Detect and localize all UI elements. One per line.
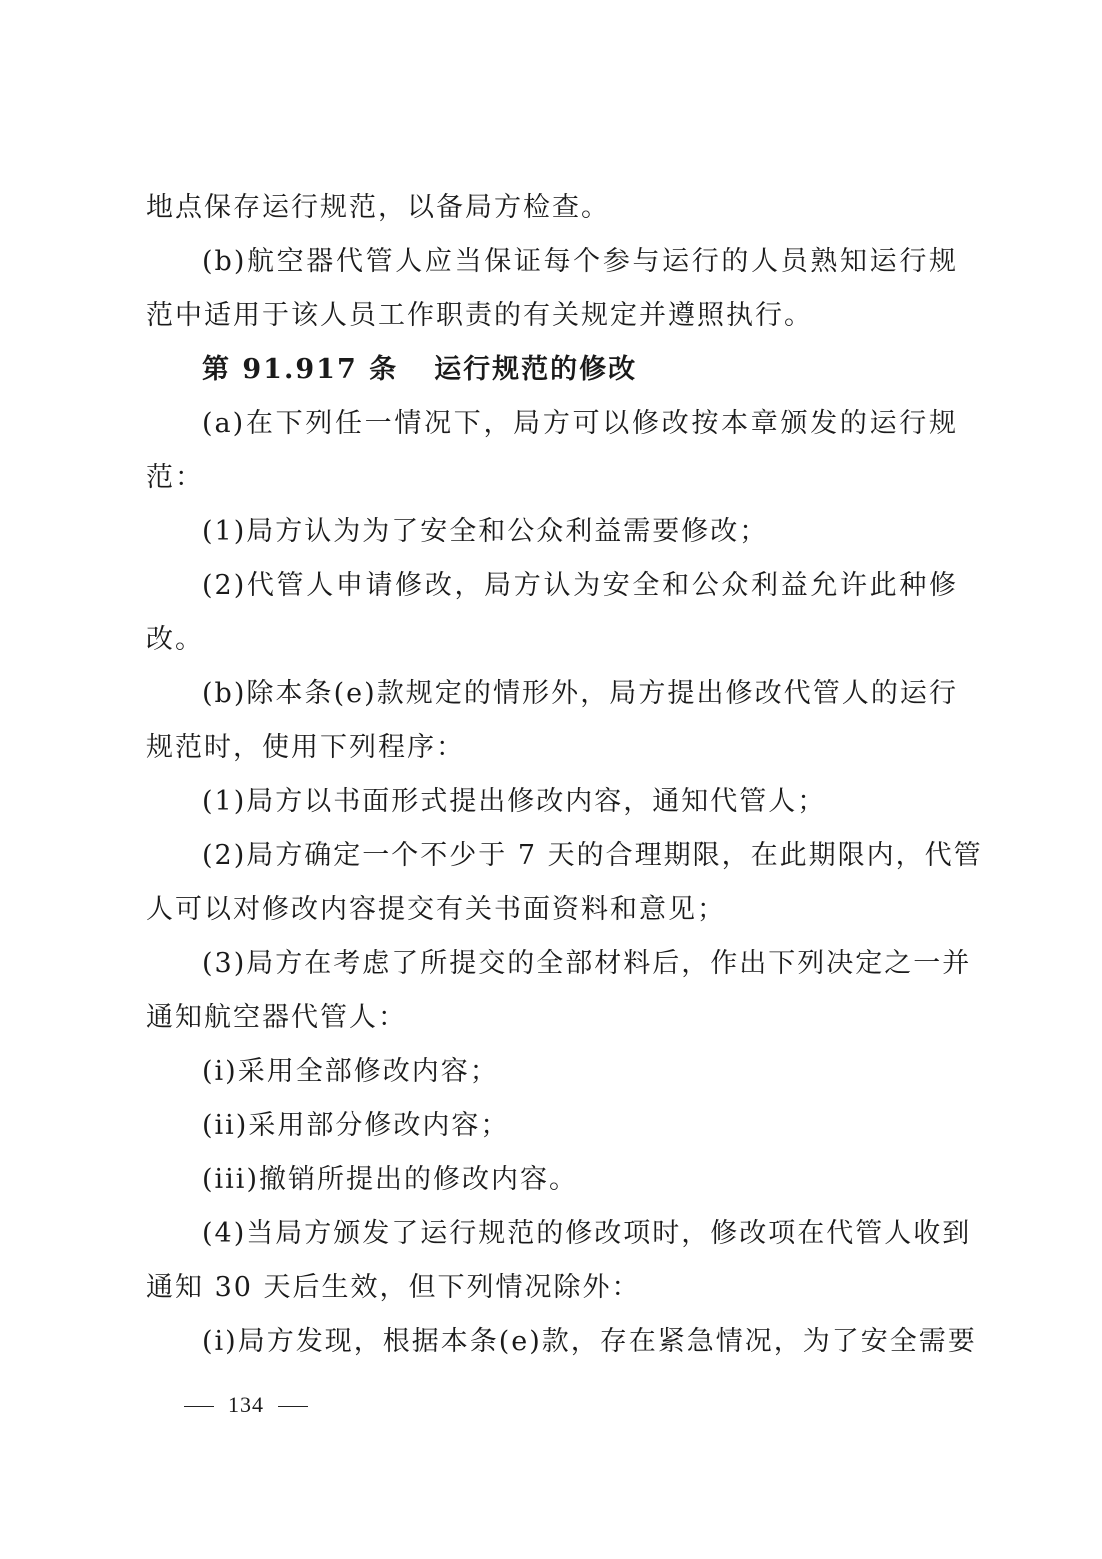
paragraph-line: 通知航空器代管人： bbox=[146, 1002, 407, 1033]
paragraph-line: (ii)采用部分修改内容； bbox=[202, 1110, 510, 1141]
page-number: 134 bbox=[228, 1392, 264, 1417]
paragraph-line: (1)局方以书面形式提出修改内容，通知代管人； bbox=[202, 786, 827, 817]
page-footer bbox=[170, 1385, 322, 1425]
paragraph-line: (2)代管人申请修改，局方认为安全和公众利益允许此种修 bbox=[202, 570, 958, 601]
paragraph-line: (2)局方确定一个不少于 7 天的合理期限，在此期限内，代管 bbox=[202, 840, 983, 871]
paragraph-line: (i)采用全部修改内容； bbox=[202, 1056, 499, 1087]
footer-dash-right bbox=[278, 1406, 308, 1407]
paragraph-line: (b)除本条(e)款规定的情形外，局方提出修改代管人的运行 bbox=[202, 678, 958, 709]
paragraph-line: 人可以对修改内容提交有关书面资料和意见； bbox=[146, 894, 726, 925]
paragraph-line: (a)在下列任一情况下，局方可以修改按本章颁发的运行规 bbox=[202, 408, 958, 439]
paragraph-line: 规范时，使用下列程序： bbox=[146, 732, 465, 763]
paragraph-line: 通知 30 天后生效，但下列情况除外： bbox=[146, 1272, 641, 1303]
section-heading bbox=[146, 343, 958, 397]
section-title: 运行规范的修改 bbox=[434, 354, 638, 385]
paragraph-line: (iii)撤销所提出的修改内容。 bbox=[202, 1164, 578, 1195]
section-number: 第 91.917 条 bbox=[202, 354, 399, 385]
paragraph-line: 范： bbox=[146, 462, 204, 493]
footer-dash-left bbox=[184, 1406, 214, 1407]
paragraph-line: 改。 bbox=[146, 624, 204, 655]
paragraph-line: (4)当局方颁发了运行规范的修改项时，修改项在代管人收到 bbox=[202, 1218, 972, 1249]
paragraph-line: (b)航空器代管人应当保证每个参与运行的人员熟知运行规 bbox=[202, 246, 958, 277]
paragraph-line: (3)局方在考虑了所提交的全部材料后，作出下列决定之一并 bbox=[202, 948, 972, 979]
paragraph-line: (i)局方发现，根据本条(e)款，存在紧急情况，为了安全需要 bbox=[202, 1326, 977, 1357]
paragraph-line: 地点保存运行规范，以备局方检查。 bbox=[146, 192, 610, 223]
paragraph-line: 范中适用于该人员工作职责的有关规定并遵照执行。 bbox=[146, 300, 813, 331]
paragraph-line: (1)局方认为为了安全和公众利益需要修改； bbox=[202, 516, 769, 547]
